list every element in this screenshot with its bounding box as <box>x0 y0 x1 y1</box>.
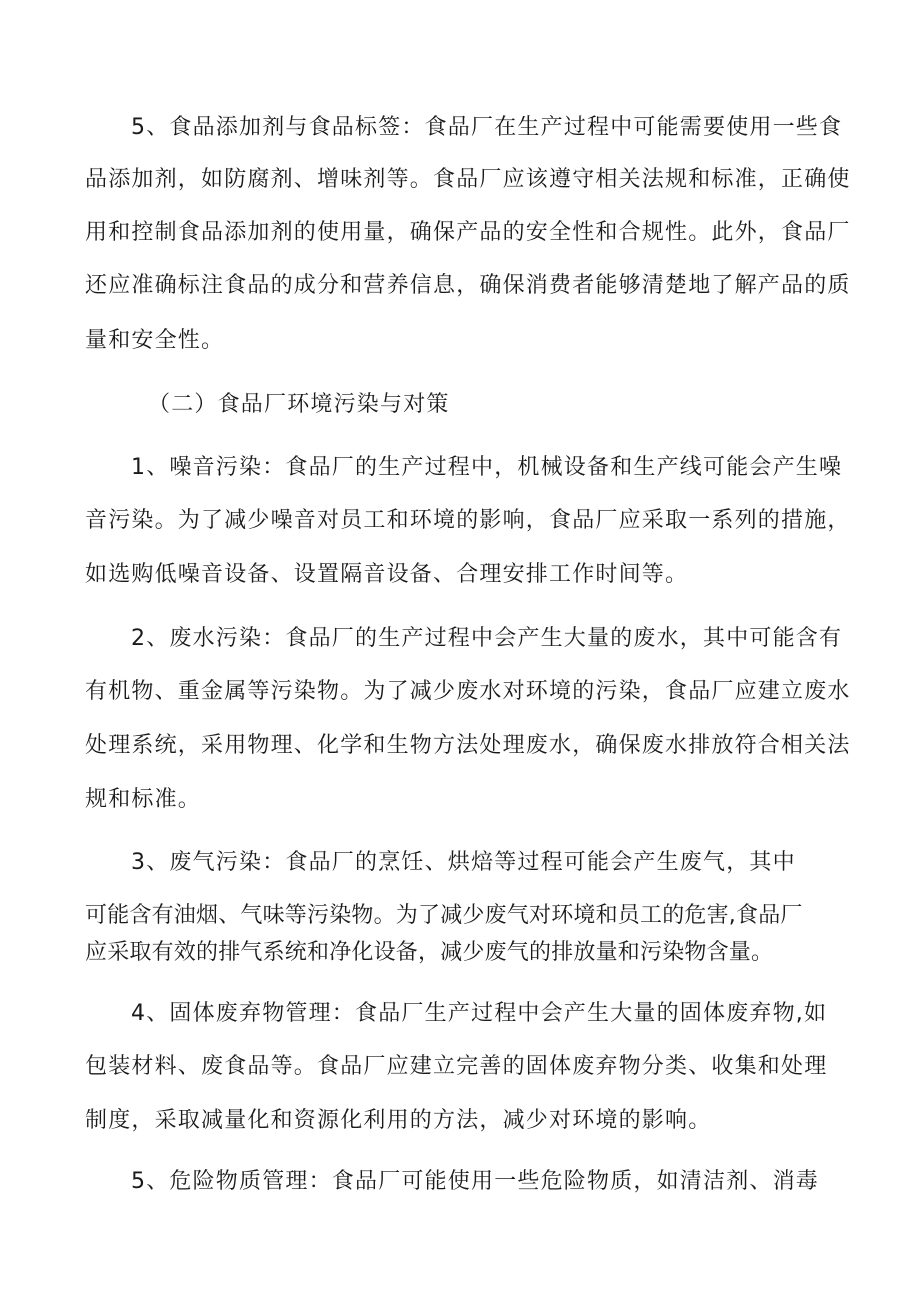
text-line: 3、废气污染：食品厂的烹饪、烘焙等过程可能会产生废气，其中 <box>131 850 796 875</box>
text-line: 规和标准。 <box>85 787 202 812</box>
text-line: 制度，采取减量化和资源化利用的方法，减少对环境的影响。 <box>85 1108 712 1133</box>
text-line: 还应准确标注食品的成分和营养信息，确保消费者能够清楚地了解产品的质 <box>85 273 851 298</box>
section-heading: （二）食品厂环境污染与对策 <box>148 392 450 417</box>
text-line: 5、食品添加剂与食品标签：食品厂在生产过程中可能需要使用一些食 <box>131 115 843 140</box>
text-line: 4、固体废弃物管理：食品厂生产过程中会产生大量的固体废弃物,如 <box>131 1001 828 1026</box>
text-line: 品添加剂，如防腐剂、增味剂等。食品厂应该遵守相关法规和标准，正确使 <box>85 167 851 192</box>
text-line: 5、危险物质管理：食品厂可能使用一些危险物质，如清洁剂、消毒 <box>131 1169 819 1194</box>
text-line: 包装材料、废食品等。食品厂应建立完善的固体废弃物分类、收集和处理 <box>85 1054 828 1079</box>
text-line: 1、噪音污染：食品厂的生产过程中，机械设备和生产线可能会产生噪 <box>131 455 843 480</box>
text-line: 量和安全性。 <box>85 328 225 353</box>
text-line: 音污染。为了减少噪音对员工和环境的影响，食品厂应采取一系列的措施， <box>85 508 851 533</box>
text-line: 处理系统，采用物理、化学和生物方法处理废水，确保废水排放符合相关法 <box>85 733 851 758</box>
text-line: 应采取有效的排气系统和净化设备，减少废气的排放量和污染物含量。 <box>85 940 774 965</box>
text-line: 可能含有油烟、气味等污染物。为了减少废气对环境和员工的危害,食品厂 <box>85 903 803 928</box>
text-line: 2、废水污染：食品厂的生产过程中会产生大量的废水，其中可能含有 <box>131 626 843 651</box>
text-line: 如选购低噪音设备、设置隔音设备、合理安排工作时间等。 <box>85 562 689 587</box>
text-line: 用和控制食品添加剂的使用量，确保产品的安全性和合规性。此外，食品厂 <box>85 220 851 245</box>
text-line: 有机物、重金属等污染物。为了减少废水对环境的污染，食品厂应建立废水 <box>85 679 851 704</box>
